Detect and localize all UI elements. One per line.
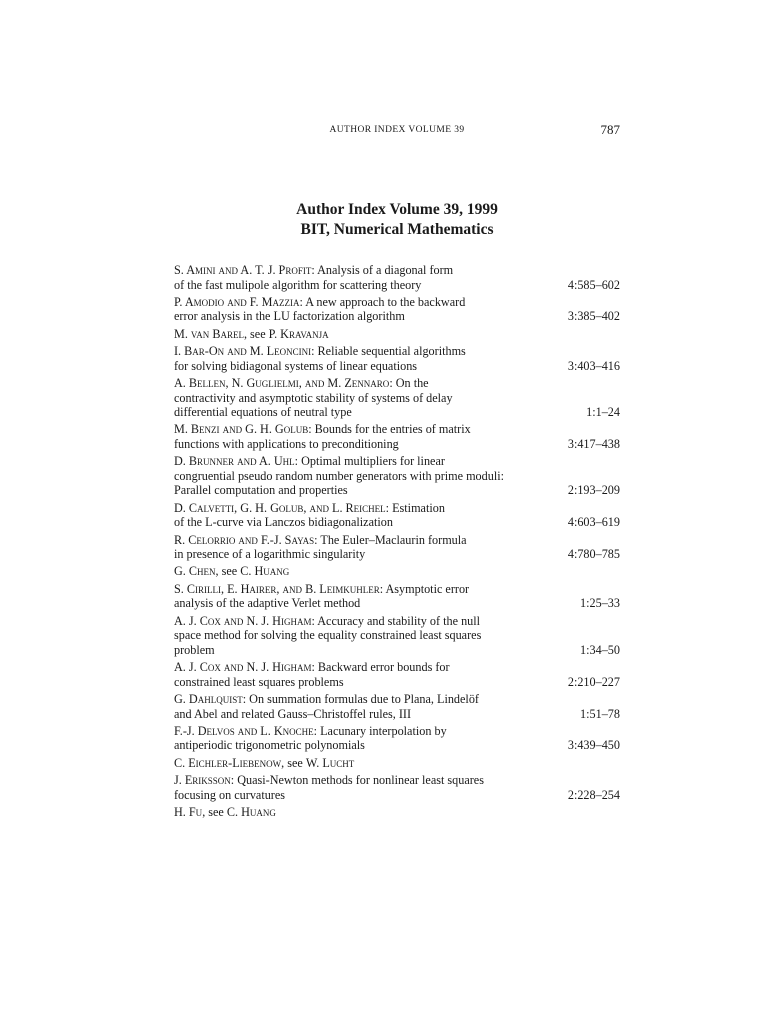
index-entry [174,692,620,721]
entry-line [174,454,620,469]
entry-line [174,263,620,278]
entry-line [174,359,620,374]
entry-text: A. J. Cox and N. J. Higham: Accuracy and stability of the null [174,613,481,628]
entry-line [174,327,620,342]
volume-page-ref: 3:385–402 [567,309,620,324]
entry-text: A. Bellen, N. Guglielmi, and M. Zennaro: On the [174,375,429,390]
entry-text: problem [174,642,215,657]
entry-line [174,692,620,707]
entry-line [174,643,620,658]
entry-line [174,547,620,562]
entry-text: differential equations of neutral type [174,405,352,420]
entry-text: constrained least squares problems [174,674,344,689]
title-line-2: BIT, Numerical Mathematics [300,221,494,238]
entry-text: M. van Barel, see P. Kravanja [174,326,329,341]
index-entry [174,263,620,292]
entry-line [174,596,620,611]
entry-line [174,582,620,597]
entry-line [174,533,620,548]
volume-page-ref: 1:34–50 [580,642,620,657]
entry-line [174,344,620,359]
index-entry [174,344,620,373]
entry-line [174,628,620,643]
entry-text: error analysis in the LU factorization algorithm [174,309,405,324]
index-entry [174,422,620,451]
entry-text: functions with applications to preconditioning [174,436,399,451]
volume-page-ref: 2:193–209 [567,483,620,498]
volume-page-ref: 2:228–254 [567,787,620,802]
volume-page-ref: 4:585–602 [567,277,620,292]
entry-line [174,707,620,722]
entry-line [174,437,620,452]
volume-page-ref: 3:417–438 [567,436,620,451]
index-entry [174,756,620,771]
volume-page-ref: 1:1–24 [586,405,620,420]
index-entry [174,773,620,802]
index-entry [174,295,620,324]
entry-text: Parallel computation and properties [174,483,348,498]
entry-line [174,376,620,391]
entry-line [174,724,620,739]
index-entry [174,724,620,753]
entry-line [174,309,620,324]
page-title [174,200,620,240]
entry-text: S. Cirilli, E. Hairer, and B. Leimkuhler: Asymptotic error [174,581,470,596]
entry-text: and Abel and related Gauss–Christoffel rules, III [174,706,412,721]
entry-text: analysis of the adaptive Verlet method [174,596,361,611]
entry-line [174,738,620,753]
entry-text: D. Calvetti, G. H. Golub, and L. Reichel: Estimation [174,500,445,515]
entry-line [174,483,620,498]
volume-page-ref: 4:780–785 [567,547,620,562]
entry-text: of the fast mulipole algorithm for scattering theory [174,277,422,292]
entry-text: congruential pseudo random number generators with prime moduli: [174,468,504,483]
entry-text: J. Eriksson: Quasi-Newton methods for nonlinear least squares [174,773,484,787]
entry-text: H. Fu, see C. Huang [174,804,276,819]
entry-line [174,564,620,579]
entry-text: in presence of a logarithmic singularity [174,547,366,562]
index-entry [174,564,620,579]
index-entry [174,805,620,820]
entry-line [174,805,620,820]
index-entry [174,533,620,562]
entry-text: G. Chen, see C. Huang [174,564,290,579]
volume-page-ref: 3:403–416 [567,358,620,373]
entry-text: R. Celorrio and F.-J. Sayas: The Euler–Maclaurin formula [174,532,467,547]
index-entry [174,582,620,611]
index-entry [174,501,620,530]
volume-page-ref: 4:603–619 [567,515,620,530]
index-entry [174,614,620,658]
entry-line [174,278,620,293]
page-number: 787 [600,122,620,137]
running-head [174,122,620,138]
volume-page-ref: 2:210–227 [567,674,620,689]
title-line-1: Author Index Volume 39, 1999 [296,201,498,218]
index-entry [174,454,620,498]
entry-text: space method for solving the equality constrained least squares [174,628,482,643]
entry-line [174,675,620,690]
entry-line [174,660,620,675]
entry-text: for solving bidiagonal systems of linear equations [174,358,418,373]
volume-page-ref: 3:439–450 [567,738,620,753]
index-entry [174,376,620,420]
author-index-list [174,263,620,822]
entry-line [174,295,620,310]
entry-text: I. Bar-On and M. Leoncini: Reliable sequential algorithms [174,344,466,359]
entry-text: C. Eichler-Liebenow, see W. Lucht [174,755,355,770]
entry-text: M. Benzi and G. H. Golub: Bounds for the entries of matrix [174,422,471,437]
entry-text: A. J. Cox and N. J. Higham: Backward error bounds for [174,660,450,675]
entry-line [174,391,620,406]
index-entry [174,660,620,689]
volume-page-ref: 1:25–33 [580,596,620,611]
running-head-title: AUTHOR INDEX VOLUME 39 [329,125,465,135]
entry-line [174,501,620,516]
entry-text: of the L-curve via Lanczos bidiagonalization [174,515,393,530]
entry-text: P. Amodio and F. Mazzia: A new approach to the backward [174,294,466,309]
index-entry [174,327,620,342]
entry-line [174,788,620,803]
entry-text: F.-J. Delvos and L. Knoche: Lacunary interpolation by [174,723,447,738]
entry-line [174,422,620,437]
entry-line [174,515,620,530]
entry-text: D. Brunner and A. Uhl: Optimal multipliers for linear [174,454,445,469]
entry-text: focusing on curvatures [174,787,286,802]
entry-line [174,405,620,420]
entry-text: S. Amini and A. T. J. Profit: Analysis of a diagonal form [174,263,454,277]
entry-text: antiperiodic trigonometric polynomials [174,738,365,753]
entry-line [174,756,620,771]
entry-text: contractivity and asymptotic stability of systems of delay [174,390,453,405]
entry-line [174,614,620,629]
entry-text: G. Dahlquist: On summation formulas due to Plana, Lindelöf [174,691,479,706]
entry-line [174,469,620,484]
volume-page-ref: 1:51–78 [580,706,620,721]
entry-line [174,773,620,788]
